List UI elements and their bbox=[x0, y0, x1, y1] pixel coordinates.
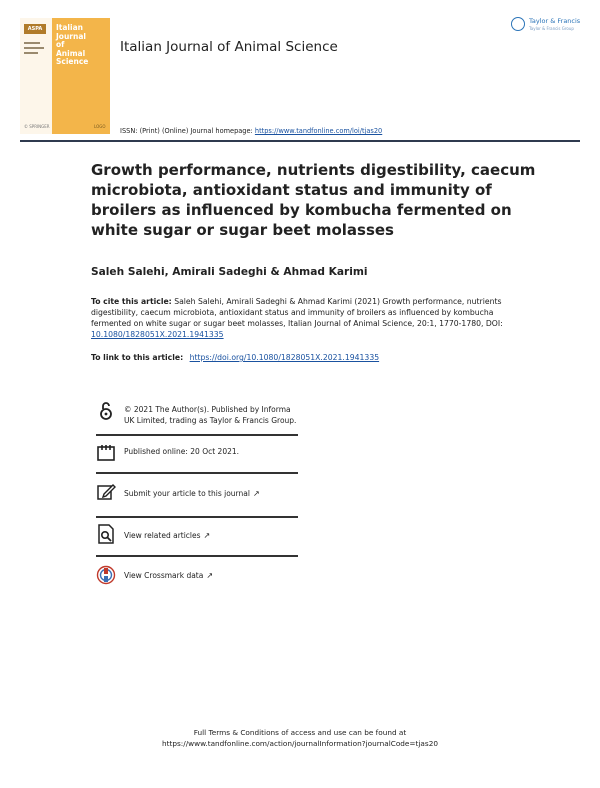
info-divider bbox=[96, 434, 298, 436]
cover-title-line: Italian bbox=[56, 23, 83, 32]
article-authors: Saleh Salehi, Amirali Sadeghi & Ahmad Karimi bbox=[91, 266, 368, 278]
related-articles-link[interactable] bbox=[124, 531, 300, 542]
crossmark-link[interactable] bbox=[124, 571, 300, 582]
cover-line bbox=[24, 52, 38, 54]
calendar-icon bbox=[96, 443, 116, 463]
published-info bbox=[96, 443, 298, 467]
taylor-francis-logo[interactable] bbox=[511, 16, 583, 36]
cover-publisher-badge: ASPA bbox=[24, 24, 46, 34]
citation-doi-link[interactable]: 10.1080/1828051X.2021.1941335 bbox=[91, 330, 224, 339]
external-link-icon: ↗ bbox=[206, 571, 214, 580]
info-divider bbox=[96, 472, 298, 474]
license-text: © 2021 The Author(s). Published by Informa UK Limited, trading as Taylor & Francis Group. bbox=[124, 405, 297, 425]
journal-homepage-link[interactable]: https://www.tandfonline.com/loi/tjas20 bbox=[254, 127, 383, 135]
related-articles-row[interactable] bbox=[96, 524, 298, 548]
article-title: Growth performance, nutrients digestibility, caecum microbiota, antioxidant status and immunity of broilers as influenced by kombucha fermented on white sugar or sugar beet molasses bbox=[91, 161, 536, 239]
info-divider bbox=[96, 555, 298, 557]
cover-bottom-right: LOGO bbox=[94, 124, 106, 129]
citation-text: Saleh Salehi, Amirali Sadeghi & Ahmad Karimi (2021) Growth performance, nutrients digestibility, caecum microbiota, antioxidant status and immunity of broilers as influenced by kombucha fermented on white sugar or sugar beet molasses, Italian Journal of Animal Science, 20:1, 1770-1780, DOI: bbox=[91, 297, 503, 328]
cover-title-line: Journal bbox=[56, 31, 86, 41]
cover-title-line: Science bbox=[56, 57, 89, 66]
tf-logo-icon bbox=[511, 17, 525, 31]
published-date: Published online: 20 Oct 2021. bbox=[124, 447, 240, 456]
cover-line bbox=[24, 42, 40, 44]
info-divider bbox=[96, 516, 298, 518]
header-rule bbox=[20, 140, 580, 142]
issn-text: ISSN: (Print) (Online) Journal homepage: bbox=[120, 127, 253, 135]
journal-name: Italian Journal of Animal Science bbox=[120, 39, 338, 55]
edit-icon bbox=[96, 482, 116, 502]
submit-article-text: Submit your article to this journal bbox=[124, 489, 250, 498]
related-articles-text: View related articles bbox=[124, 531, 201, 540]
cover-bottom-mark: © SPRINGER bbox=[24, 124, 50, 129]
external-link-icon: ↗ bbox=[203, 531, 211, 540]
related-articles-icon bbox=[96, 524, 116, 544]
cover-title-line: of bbox=[56, 40, 65, 49]
link-label: To link to this article: bbox=[91, 353, 184, 362]
cover-strip bbox=[20, 18, 52, 134]
external-link-icon: ↗ bbox=[252, 489, 260, 498]
footer-terms-text: Full Terms & Conditions of access and use can be found at bbox=[193, 728, 407, 737]
submit-article-link[interactable] bbox=[124, 489, 300, 500]
footer-terms-url[interactable]: https://www.tandfonline.com/action/journalInformation?journalCode=tjas20 bbox=[162, 739, 438, 748]
crossmark-text: View Crossmark data bbox=[124, 571, 204, 580]
open-access-icon bbox=[96, 401, 116, 421]
article-doi-link[interactable]: https://doi.org/10.1080/1828051X.2021.1941335 bbox=[189, 353, 380, 362]
tf-logo-name: Taylor & Francis bbox=[529, 17, 581, 25]
journal-cover bbox=[20, 18, 110, 134]
cover-title bbox=[56, 24, 108, 67]
cover-line bbox=[24, 47, 44, 49]
submit-article-row[interactable] bbox=[96, 482, 298, 506]
tf-logo-sub: Taylor & Francis Group bbox=[529, 26, 574, 31]
open-access-info bbox=[96, 401, 298, 437]
crossmark-icon bbox=[96, 565, 116, 585]
issn-line bbox=[120, 127, 382, 135]
citation bbox=[91, 296, 526, 340]
cover-title-line: Animal bbox=[56, 48, 86, 58]
footer bbox=[0, 727, 600, 749]
link-to-article bbox=[91, 353, 379, 362]
citation-label: To cite this article: bbox=[91, 297, 172, 306]
crossmark-row[interactable] bbox=[96, 565, 298, 589]
